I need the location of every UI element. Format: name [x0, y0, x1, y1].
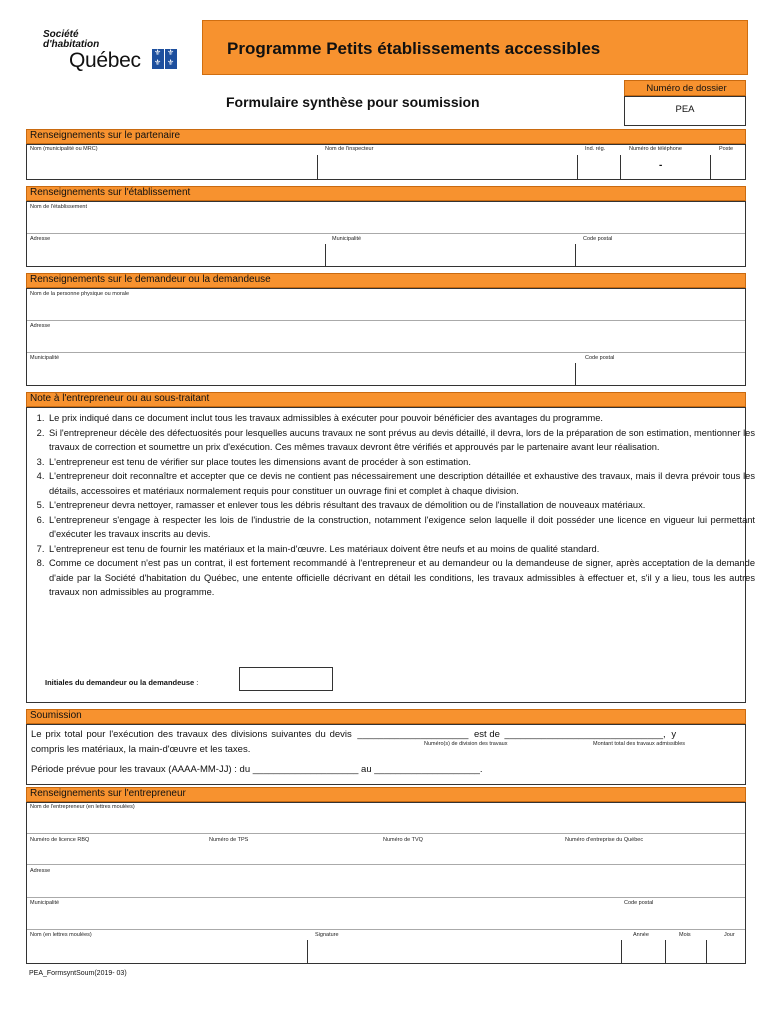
phone-dash: -	[659, 160, 663, 171]
phone-label: Numéro de téléphone	[629, 146, 682, 152]
logo	[43, 30, 193, 80]
note-item: 5. L'entrepreneur devra nettoyer, ramasser et enlever tous les débris résultant des travaux de démolition ou de l'installation de nouveaux matériaux.	[47, 498, 755, 513]
extension-label: Poste	[719, 146, 734, 152]
contractor-address-label: Adresse	[30, 868, 51, 874]
applicant-fields	[26, 288, 746, 386]
note-item: 7. L'entrepreneur est tenu de fournir les matériaux et la main-d'œuvre. Les matériaux doivent être neufs et au moins de qualité standard.	[47, 542, 755, 557]
establishment-city-input[interactable]	[326, 244, 575, 266]
contractor-fields	[26, 802, 746, 964]
form-code: PEA_FormsyntSoum(2019- 03)	[29, 970, 127, 977]
contractor-name-label: Nom de l'entrepreneur (en lettres moulées)	[30, 804, 135, 810]
contractor-name-input[interactable]	[27, 812, 745, 833]
logo-line-2: d'habitation	[43, 39, 100, 50]
printed-name-input[interactable]	[27, 940, 307, 963]
year-label: Année	[633, 932, 649, 938]
partner-name-input[interactable]	[27, 155, 317, 180]
day-label: Jour	[724, 932, 735, 938]
establishment-address-input[interactable]	[27, 244, 325, 266]
applicant-address-label: Adresse	[30, 323, 51, 329]
month-label: Mois	[679, 932, 691, 938]
neq-label: Numéro d'entreprise du Québec	[565, 837, 644, 843]
program-title: Programme Petits établissements accessibles	[227, 39, 601, 58]
note-item: 2. Si l'entrepreneur décèle des défectuosités pour lesquelles aucuns travaux ne sont prévus au devis détaillé, il devra, lors de la préparation de son estimation, mentionner les travaux de correction et soumettre un prix d'exécution. Ces mêmes travaux devront être vérifiés et approuvés par le partenaire avant leur réalisation.	[47, 426, 755, 455]
applicant-postal-input[interactable]	[576, 363, 744, 385]
signature-input[interactable]	[308, 940, 621, 963]
partner-fields	[26, 144, 746, 180]
contractor-section-header: Renseignements sur l'entrepreneur	[26, 787, 746, 802]
note-item: 8. Comme ce document n'est pas un contrat, il est fortement recommandé à l'entrepreneur et au demandeur ou la demandeuse de signer, après acceptation de la demande d'aide par la Société d'habitation du Québec, une entente officielle décrivant en détail les conditions, les travaux admissibles à effectuer et, s'il y a lieu, tous les autres travaux non admissibles au programme.	[47, 556, 755, 600]
initials-label-text: Initiales du demandeur ou la demandeuse	[45, 678, 195, 687]
applicant-section-header: Renseignements sur le demandeur ou la demandeuse	[26, 273, 746, 288]
note-item: 3. L'entrepreneur est tenu de vérifier sur place toutes les dimensions avant de procéder à son estimation.	[47, 455, 755, 470]
soumission-text-1: Le prix total pour l'exécution des travaux des divisions suivantes du devis	[31, 729, 352, 740]
contractor-city-input[interactable]	[27, 908, 615, 928]
fleur-de-lis-flag-icon	[151, 49, 181, 69]
neq-input[interactable]	[561, 845, 745, 864]
note-list	[31, 411, 755, 600]
dossier-box	[624, 80, 746, 126]
initials-input[interactable]	[239, 667, 333, 691]
printed-name-label: Nom (en lettres moulées)	[30, 932, 92, 938]
applicant-name-input[interactable]	[27, 299, 745, 319]
establishment-fields	[26, 201, 746, 267]
inspector-name-label: Nom de l'inspecteur	[325, 146, 374, 152]
note-item: 1. Le prix indiqué dans ce document inclut tous les travaux admissibles à exécuter pour pouvoir bénéficier des avantages du programme.	[47, 411, 755, 426]
total-amount-blank[interactable]: ______________________________,	[504, 729, 666, 740]
applicant-postal-label: Code postal	[585, 355, 615, 361]
partner-section-header: Renseignements sur le partenaire	[26, 129, 746, 144]
area-code-input[interactable]	[578, 155, 620, 180]
signature-label: Signature	[315, 932, 339, 938]
soumission-line-2: compris les matériaux, la main-d'œuvre et les taxes.	[31, 744, 251, 755]
establishment-postal-input[interactable]	[576, 244, 744, 266]
soumission-y: y	[671, 729, 677, 740]
establishment-city-label: Municipalité	[332, 236, 362, 242]
day-input[interactable]	[707, 940, 745, 963]
establishment-section-header: Renseignements sur l'établissement	[26, 186, 746, 201]
dossier-label-text: Numéro de dossier	[646, 83, 727, 94]
year-input[interactable]	[622, 940, 665, 963]
logo-line-1: Société	[43, 29, 79, 40]
applicant-address-input[interactable]	[27, 331, 745, 351]
form-title: Formulaire synthèse pour soumission	[226, 94, 480, 110]
note-item: 4. L'entrepreneur doit reconnaître et accepter que ce devis ne contient pas nécessairement une description détaillée et exhaustive des travaux, mais il devra prévoir tous les détails, accessoires et matériaux normalement requis pour constituer un ouvrage fini et complet à chaque division.	[47, 469, 755, 498]
division-number-blank[interactable]: _____________________	[357, 729, 469, 740]
establishment-name-label: Nom de l'établissement	[30, 204, 87, 210]
dossier-label	[624, 80, 746, 96]
establishment-name-input[interactable]	[27, 212, 745, 232]
soumission-section-header: Soumission	[26, 709, 746, 724]
tvq-label: Numéro de TVQ	[383, 837, 423, 843]
note-item: 6. L'entrepreneur s'engage à respecter les lois de l'industrie de la construction, notamment l'exigence selon laquelle il doit posséder une licence en vigueur lui permettant d'exécuter les travaux inscrits au devis.	[47, 513, 755, 542]
applicant-city-label: Municipalité	[30, 355, 60, 361]
area-code-label: Ind. rég.	[585, 146, 606, 152]
tps-input[interactable]	[205, 845, 377, 864]
dossier-prefix: PEA	[675, 104, 695, 115]
logo-name: Québec	[69, 49, 141, 72]
applicant-name-label: Nom de la personne physique ou morale	[30, 291, 130, 297]
phone-input[interactable]	[621, 155, 710, 180]
contractor-postal-input[interactable]	[617, 908, 745, 928]
montant-caption: Montant total des travaux admissibles	[593, 741, 686, 747]
soumission-line-1	[31, 729, 743, 740]
soumission-est-de: est de	[474, 729, 500, 740]
contractor-address-input[interactable]	[27, 876, 745, 896]
initials-colon: :	[196, 678, 199, 687]
applicant-city-input[interactable]	[27, 363, 575, 385]
rbq-label: Numéro de licence RBQ	[30, 837, 90, 843]
month-input[interactable]	[666, 940, 706, 963]
contractor-city-label: Municipalité	[30, 900, 60, 906]
division-caption: Numéro(s) de division des travaux	[424, 741, 508, 747]
title-banner	[202, 20, 748, 75]
initials-label	[45, 678, 198, 687]
extension-input[interactable]	[711, 155, 745, 180]
soumission-body	[26, 724, 746, 785]
tps-label: Numéro de TPS	[209, 837, 249, 843]
contractor-postal-label: Code postal	[624, 900, 654, 906]
partner-name-label: Nom (municipalité ou MRC)	[30, 146, 98, 152]
tvq-input[interactable]	[379, 845, 559, 864]
period-line: Période prévue pour les travaux (AAAA-MM-JJ) : du ____________________ au ____________________.	[31, 764, 483, 775]
rbq-input[interactable]	[27, 845, 203, 864]
establishment-address-label: Adresse	[30, 236, 51, 242]
note-body	[26, 407, 755, 703]
dossier-number-field[interactable]	[624, 96, 746, 126]
note-section-header: Note à l'entrepreneur ou au sous-traitant	[26, 392, 746, 407]
inspector-name-input[interactable]	[318, 155, 577, 180]
establishment-postal-label: Code postal	[583, 236, 613, 242]
